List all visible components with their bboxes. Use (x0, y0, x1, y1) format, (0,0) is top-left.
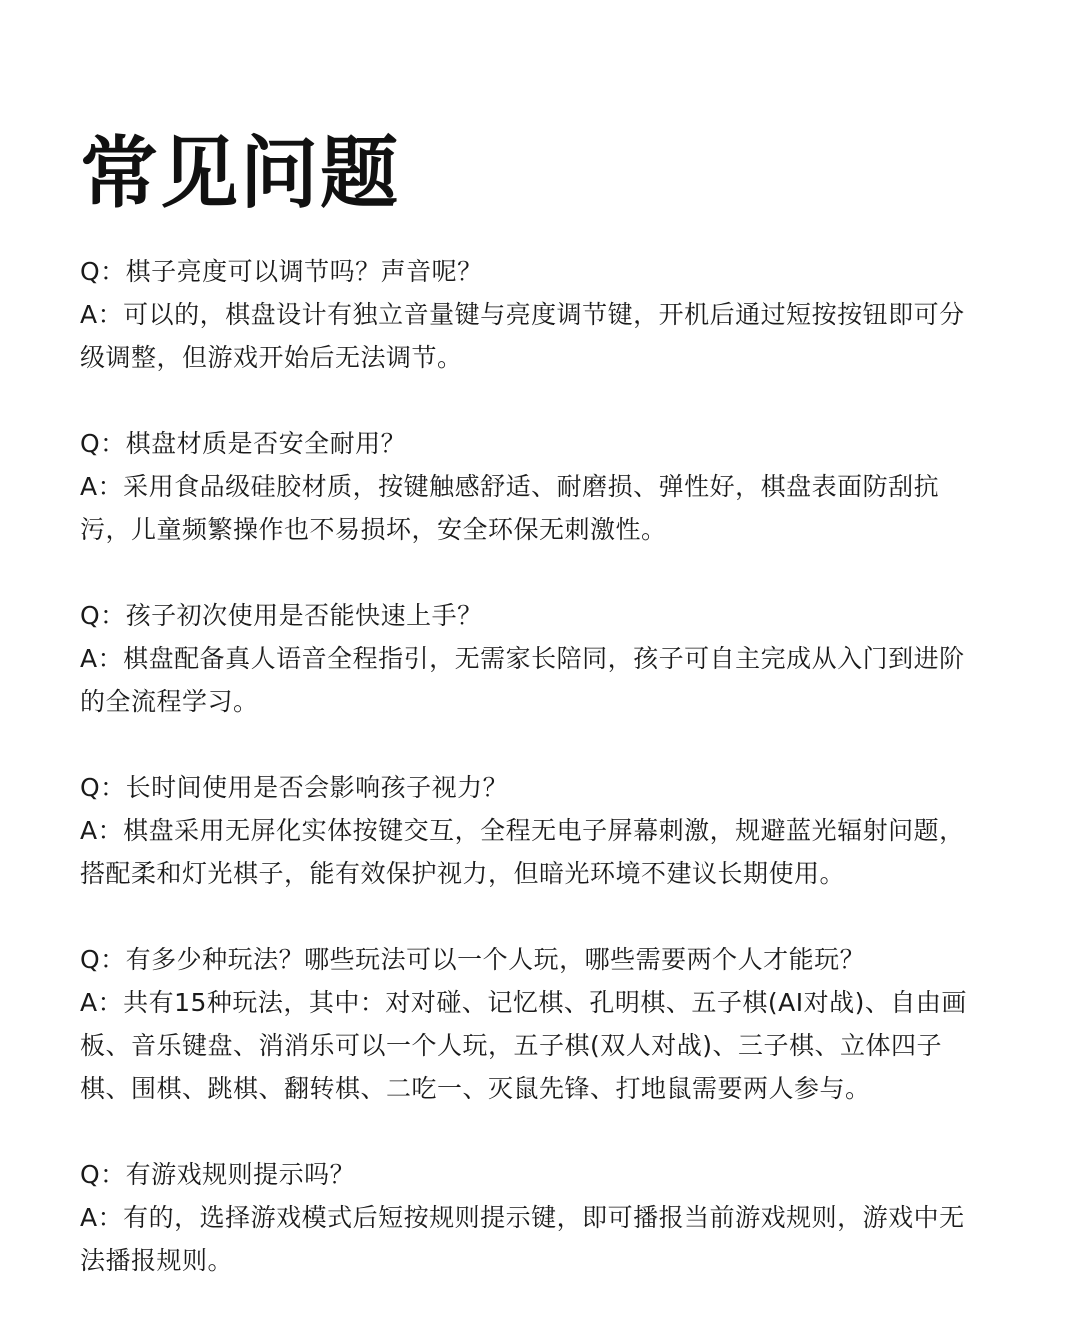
faq-item (80, 422, 990, 551)
faq-question: Q：孩子初次使用是否能快速上手？ (80, 601, 483, 630)
faq-answer: A：棋盘采用无屏化实体按键交互，全程无电子屏幕刺激，规避蓝光辐射问题，搭配柔和灯光棋子，能有效保护视力，但暗光环境不建议长期使用。 (80, 816, 965, 888)
faq-question: Q：有多少种玩法？哪些玩法可以一个人玩，哪些需要两个人才能玩？ (80, 945, 866, 974)
faq-answer: A：采用食品级硅胶材质，按键触感舒适、耐磨损、弹性好，棋盘表面防刮抗污，儿童频繁操作也不易损坏，安全环保无刺激性。 (80, 472, 940, 544)
faq-item (80, 594, 990, 723)
faq-item (80, 938, 990, 1110)
faq-question: Q：长时间使用是否会影响孩子视力？ (80, 773, 509, 802)
faq-list (80, 250, 990, 1325)
faq-answer: A：可以的，棋盘设计有独立音量键与亮度调节键，开机后通过短按按钮即可分级调整，但游戏开始后无法调节。 (80, 300, 965, 372)
faq-answer: A：棋盘配备真人语音全程指引，无需家长陪同，孩子可自主完成从入门到进阶的全流程学习。 (80, 644, 965, 716)
faq-question: Q：有游戏规则提示吗？ (80, 1160, 356, 1189)
faq-question: Q：棋盘材质是否安全耐用？ (80, 429, 407, 458)
page-title: 常见问题 (80, 129, 401, 219)
faq-answer: A：有的，选择游戏模式后短按规则提示键，即可播报当前游戏规则，游戏中无法播报规则。 (80, 1203, 965, 1275)
faq-item (80, 766, 990, 895)
faq-item (80, 250, 990, 379)
faq-item (80, 1153, 990, 1282)
faq-answer: A：共有15种玩法，其中：对对碰、记忆棋、孔明棋、五子棋(AI对战)、自由画板、音乐键盘、消消乐可以一个人玩，五子棋(双人对战)、三子棋、立体四子棋、围棋、跳棋、翻转棋、二吃一、灭鼠先锋、打地鼠需要两人参与。 (80, 988, 967, 1103)
faq-question: Q：棋子亮度可以调节吗？声音呢？ (80, 257, 483, 286)
